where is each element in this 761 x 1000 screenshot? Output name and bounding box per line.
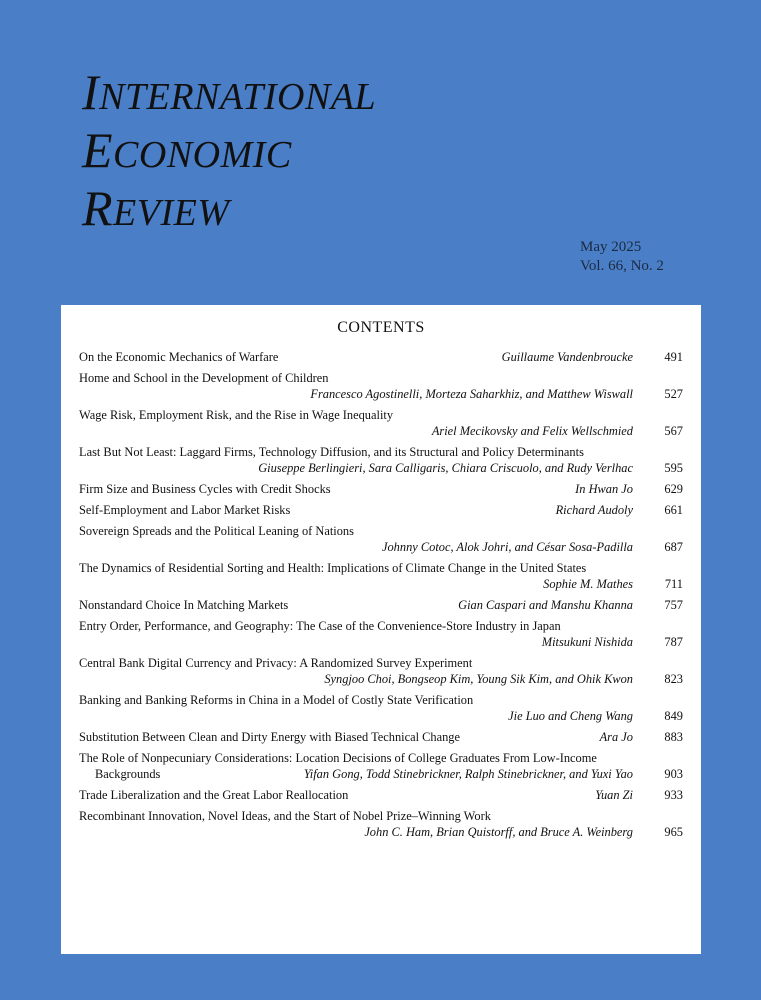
toc-entry[interactable] (79, 523, 683, 555)
article-page: 527 (664, 387, 683, 401)
toc-entry[interactable] (79, 349, 683, 365)
toc-entry[interactable] (79, 808, 683, 840)
article-page: 661 (664, 503, 683, 517)
article-title: Trade Liberalization and the Great Labor Reallocation (79, 788, 349, 802)
article-authors: Sophie M. Mathes (543, 577, 633, 591)
article-authors: Yuan Zi (595, 788, 633, 802)
contents-panel (61, 305, 701, 954)
article-authors: Giuseppe Berlingieri, Sara Calligaris, Chiara Criscuolo, and Rudy Verlhac (258, 461, 633, 475)
article-authors: Richard Audoly (555, 503, 633, 517)
toc-entry[interactable] (79, 729, 683, 745)
article-title: Recombinant Innovation, Novel Ideas, and the Start of Nobel Prize–Winning Work (79, 809, 491, 823)
article-title: Home and School in the Development of Children (79, 371, 329, 385)
article-authors: Jie Luo and Cheng Wang (508, 709, 633, 723)
article-page: 629 (664, 482, 683, 496)
title-line-1: INTERNATIONAL (82, 64, 377, 120)
article-title: Banking and Banking Reforms in China in a Model of Costly State Verification (79, 693, 474, 707)
article-page: 965 (664, 825, 683, 839)
article-authors: Syngjoo Choi, Bongseop Kim, Young Sik Kim, and Ohik Kwon (324, 672, 633, 686)
article-page: 903 (664, 767, 683, 781)
toc-entry[interactable] (79, 444, 683, 476)
article-page: 757 (664, 598, 683, 612)
issue-date: May 2025 (580, 239, 642, 255)
article-authors: Yifan Gong, Todd Stinebrickner, Ralph Stinebrickner, and Yuxi Yao (303, 767, 633, 781)
toc-entry[interactable] (79, 597, 683, 613)
journal-title (82, 64, 376, 238)
article-authors: Ara Jo (599, 730, 633, 744)
toc-entry[interactable] (79, 750, 683, 782)
article-authors: Johnny Cotoc, Alok Johri, and César Sosa-Padilla (381, 540, 633, 554)
contents-heading: CONTENTS (337, 319, 425, 336)
article-title: The Dynamics of Residential Sorting and Health: Implications of Climate Change in the United States (79, 561, 587, 575)
article-title: Wage Risk, Employment Risk, and the Rise in Wage Inequality (79, 408, 394, 422)
toc-entry[interactable] (79, 692, 683, 724)
article-authors: Ariel Mecikovsky and Felix Wellschmied (431, 424, 633, 438)
article-title: Firm Size and Business Cycles with Credit Shocks (79, 482, 331, 496)
toc-entry[interactable] (79, 502, 683, 518)
article-authors: John C. Ham, Brian Quistorff, and Bruce A. Weinberg (364, 825, 633, 839)
article-authors: In Hwan Jo (575, 482, 633, 496)
article-page: 823 (664, 672, 683, 686)
article-title: Central Bank Digital Currency and Privacy: A Randomized Survey Experiment (79, 656, 473, 670)
article-page: 595 (664, 461, 683, 475)
article-page: 933 (664, 788, 683, 802)
issue-volume: Vol. 66, No. 2 (580, 258, 664, 274)
article-title: Sovereign Spreads and the Political Leaning of Nations (79, 524, 354, 538)
article-page: 567 (664, 424, 683, 438)
article-page: 491 (664, 350, 683, 364)
article-authors: Gian Caspari and Manshu Khanna (458, 598, 633, 612)
toc-entry[interactable] (79, 407, 683, 439)
article-authors: Mitsukuni Nishida (541, 635, 633, 649)
article-page: 687 (664, 540, 683, 554)
toc-entry[interactable] (79, 560, 683, 592)
title-line-3: REVIEW (82, 180, 230, 236)
toc-entry[interactable] (79, 481, 683, 497)
article-title: Substitution Between Clean and Dirty Energy with Biased Technical Change (79, 730, 460, 744)
article-title: Self-Employment and Labor Market Risks (79, 503, 291, 517)
article-title: The Role of Nonpecuniary Considerations: Location Decisions of College Graduates From Low-Income (79, 751, 597, 765)
article-title: On the Economic Mechanics of Warfare (79, 350, 279, 364)
toc-entry[interactable] (79, 787, 683, 803)
article-title: Entry Order, Performance, and Geography: The Case of the Convenience-Store Industry in Japan (79, 619, 561, 633)
article-page: 787 (664, 635, 683, 649)
title-line-2: ECONOMIC (82, 122, 292, 178)
article-title: Nonstandard Choice In Matching Markets (79, 598, 289, 612)
toc-entry[interactable] (79, 618, 683, 650)
toc-entry[interactable] (79, 370, 683, 402)
article-page: 711 (664, 577, 683, 591)
article-page: 849 (664, 709, 683, 723)
article-authors: Guillaume Vandenbroucke (501, 350, 633, 364)
issue-info (580, 238, 664, 276)
table-of-contents (79, 349, 683, 840)
toc-entry[interactable] (79, 655, 683, 687)
article-title: Last But Not Least: Laggard Firms, Technology Diffusion, and its Structural and Policy Determinants (79, 445, 584, 459)
article-title-continued: Backgrounds (95, 767, 161, 781)
article-page: 883 (664, 730, 683, 744)
article-authors: Francesco Agostinelli, Morteza Saharkhiz, and Matthew Wiswall (310, 387, 633, 401)
